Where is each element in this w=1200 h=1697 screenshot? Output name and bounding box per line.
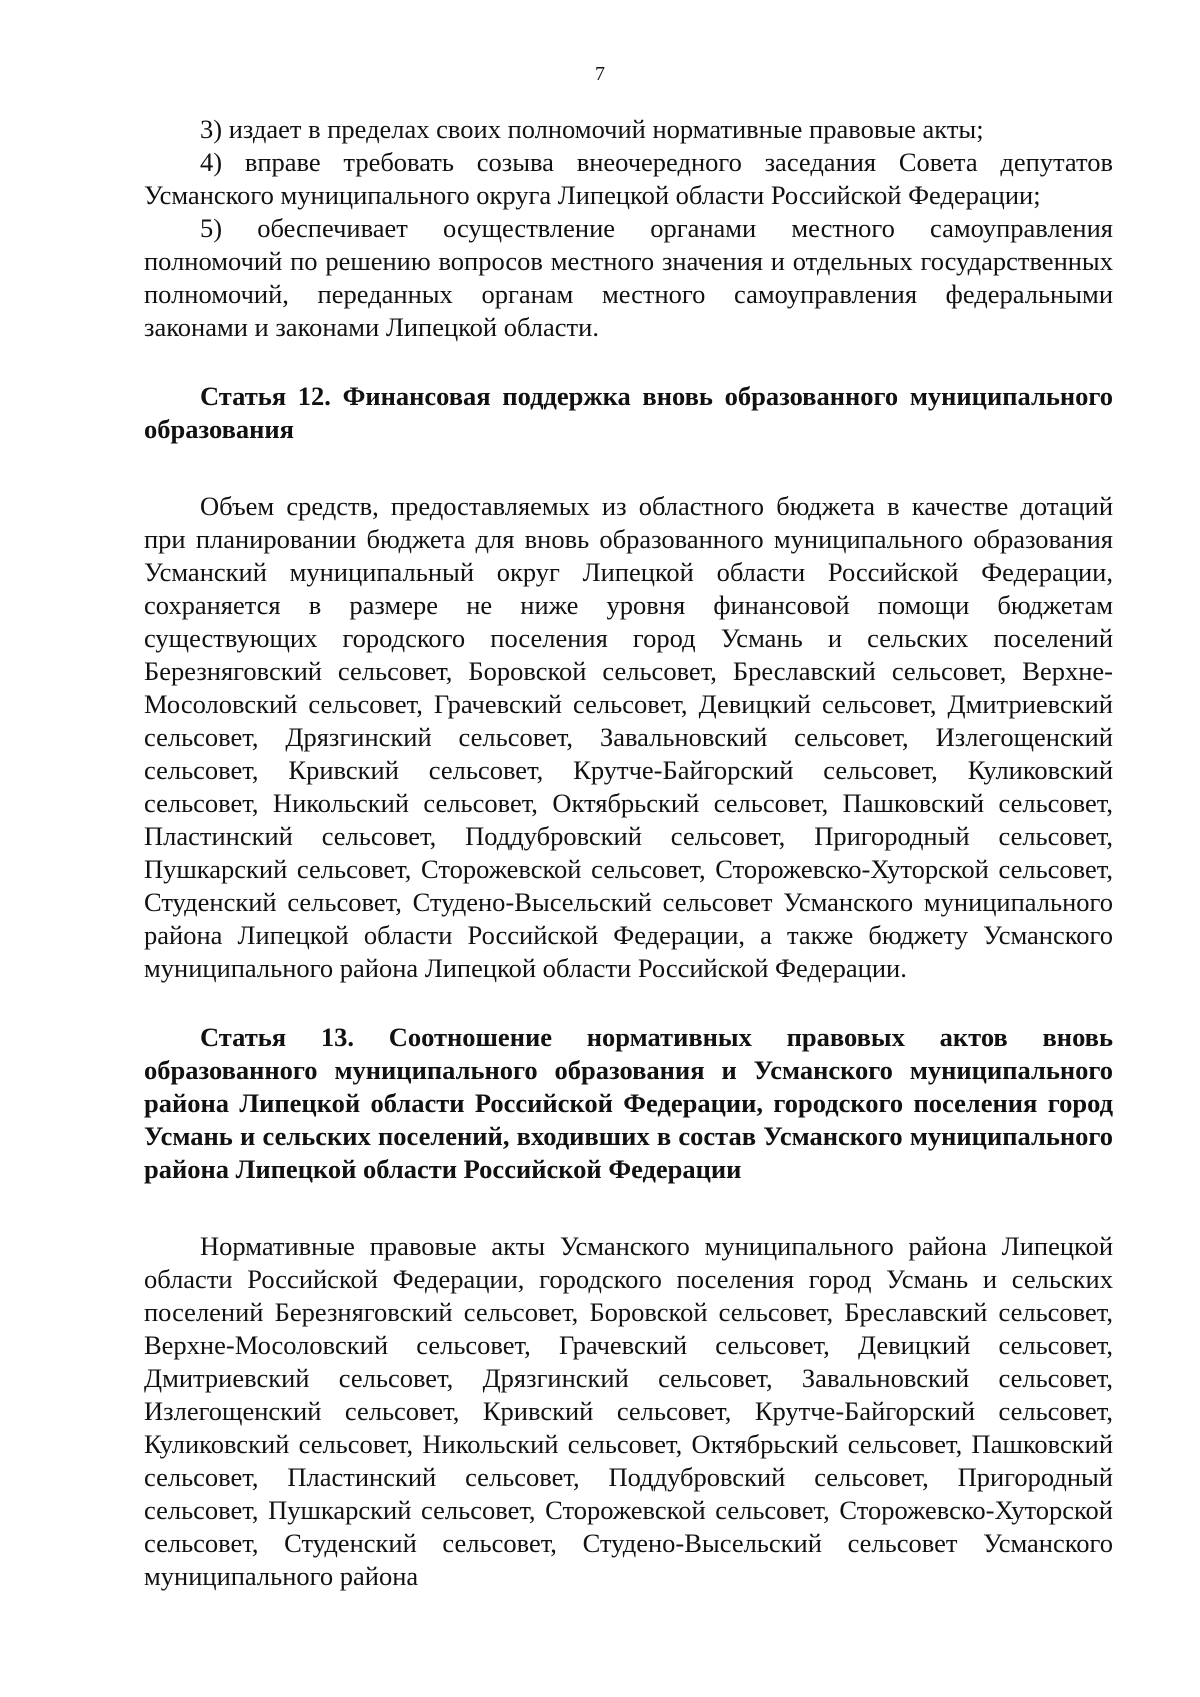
article-12-heading: Статья 12. Финансовая поддержка вновь образованного муниципального образования	[144, 381, 1113, 444]
document-body	[144, 113, 1113, 1593]
list-item-5: 5) обеспечивает осуществление органами местного самоуправления полномочий по решению вопросов местного значения и отдельных государственных полномочий, переданных органам местного самоуправления федеральными законами и законами Липецкой области.	[144, 213, 1113, 342]
page-number: 7	[595, 63, 605, 85]
list-item-4: 4) вправе требовать созыва внеочередного заседания Совета депутатов Усманского муниципального округа Липецкой области Российской Федерации;	[144, 147, 1113, 210]
article-12-text: Объем средств, предоставляемых из областного бюджета в качестве дотаций при планировании бюджета для вновь образованного муниципального образования Усманский муниципальный округ Липецкой области Российской Федерации, сохраняется в размере не ниже уровня финансовой помощи бюджетам существующих городского поселения город Усмань и сельских поселений Березняговский сельсовет, Боровской сельсовет, Бреславский сельсовет, Верхне-Мосоловский сельсовет, Грачевский сельсовет, Девицкий сельсовет, Дмитриевский сельсовет, Дрязгинский сельсовет, Завальновский сельсовет, Излегощенский сельсовет, Кривский сельсовет, Крутче-Байгорский сельсовет, Куликовский сельсовет, Никольский сельсовет, Октябрьский сельсовет, Пашковский сельсовет, Пластинский сельсовет, Поддубровский сельсовет, Пригородный сельсовет, Пушкарский сельсовет, Сторожевской сельсовет, Сторожевско-Хуторской сельсовет, Студенский сельсовет, Студено-Высельский сельсовет Усманского муниципального района Липецкой области Российской Федерации, а также бюджету Усманского муниципального района Липецкой области Российской Федерации.	[144, 491, 1113, 983]
article-13-heading: Статья 13. Соотношение нормативных правовых актов вновь образованного муниципального образования и Усманского муниципального района Липецкой области Российской Федерации, городского поселения город Усмань и сельских поселений, входивших в состав Усманского муниципального района Липецкой области Российской Федерации	[144, 1022, 1113, 1184]
list-item-3: 3) издает в пределах своих полномочий нормативные правовые акты;	[200, 114, 984, 144]
article-13-text: Нормативные правовые акты Усманского муниципального района Липецкой области Российской Федерации, городского поселения город Усмань и сельских поселений Березняговский сельсовет, Боровской сельсовет, Бреславский сельсовет, Верхне-Мосоловский сельсовет, Грачевский сельсовет, Девицкий сельсовет, Дмитриевский сельсовет, Дрязгинский сельсовет, Завальновский сельсовет, Излегощенский сельсовет, Кривский сельсовет, Крутче-Байгорский сельсовет, Куликовский сельсовет, Никольский сельсовет, Октябрьский сельсовет, Пашковский сельсовет, Пластинский сельсовет, Поддубровский сельсовет, Пригородный сельсовет, Пушкарский сельсовет, Сторожевской сельсовет, Сторожевско-Хуторской сельсовет, Студенский сельсовет, Студено-Высельский сельсовет Усманского муниципального района	[144, 1231, 1113, 1591]
